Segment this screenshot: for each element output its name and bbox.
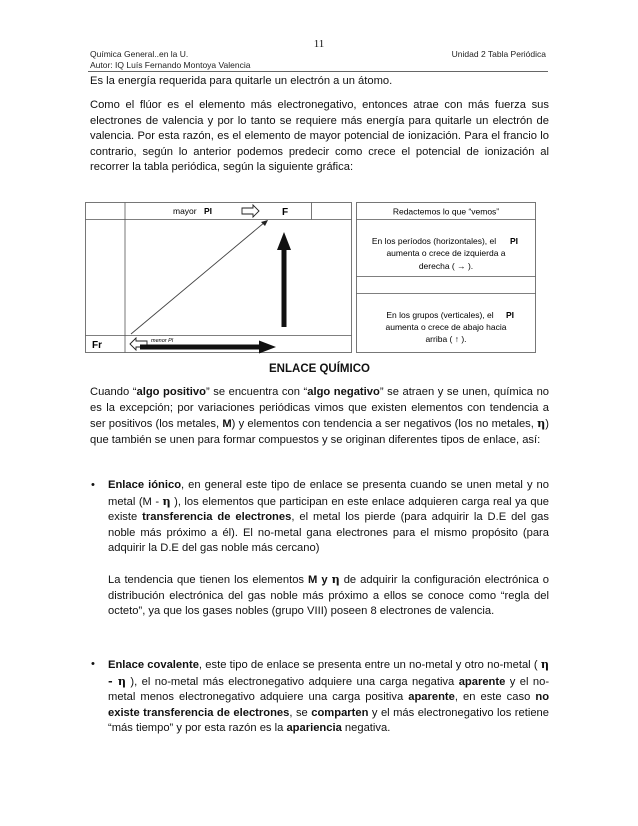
bottom-label: menor PI [151,338,174,344]
diagonal-arrowhead-icon [261,220,268,226]
header-unit: Unidad 2 Tabla Periódica [451,49,546,59]
periods-line-2: aumenta o crece de izquierda a [386,248,506,258]
diagram-left-box [86,203,352,353]
bullet-covalent: • [91,658,95,670]
groups-line-2: aumenta o crece de abajo hacia [385,322,507,332]
diagonal-trend-line [131,222,265,334]
element-francium: Fr [92,340,102,351]
ionic-text: Enlace iónico, en general este tipo de enlace se presenta cuando se unen metal y no metal (M - η ), los elementos que participan en este enlace adquieren carga real ya que existe transferencia de electrones, el metal los pierde (para adquirir la D.E del gas noble más próximo a él). El no-metal gana electrones para el mismo propósito (para adquirir la D.E del gas noble más cercano) [108,479,550,555]
top-label-pi: PI [204,206,213,216]
covalent-text: Enlace covalente, este tipo de enlace se presenta entre un no-metal y otro no-metal ( η - η ), el no-metal más electronegativo adquiere una carga negativa aparente y el no-metal menos electronegativo adquiere una carga positiva aparente, en este caso no existe transferencia de electrones, se comparten y el más electronegativo los retiene “más tiempo” y por esta razón es la apariencia negativa. [108,657,550,735]
intro-sentence: Es la energía requerida para quitarle un electrón a un átomo. [90,75,393,87]
header-course: Química General..en la U. [90,49,189,59]
right-hollow-arrow-icon [242,205,259,217]
up-bold-arrow-icon [277,232,291,327]
list-item-ionic [91,478,550,620]
periods-line-3: derecha ( → ). [418,261,474,271]
element-fluorine: F [282,207,289,218]
groups-pi: PI [506,310,515,320]
ionization-diagram [85,200,550,355]
paragraph-bonding-text: Cuando “algo positivo” se encuentra con “algo negativo” se atraen y se unen, química no es la excepción; por variaciones periódicas vimos que existen elementos con tendencia a ser positivos (los metales, M) y elementos con tendencia a ser negativos (los no metales, η) que también se unen para formar compuestos y se originan diferentes tipos de enlace, así: [90,386,550,446]
top-label-prefix: mayor [173,206,197,216]
bullet-ionic: • [91,479,95,491]
paragraph-bonding [90,385,549,448]
header-divider [88,71,548,72]
page-number: 11 [313,38,325,50]
panel-title: Redactemos lo que “vemos” [392,206,500,217]
header-author: Autor: IQ Luís Fernando Montoya Valencia [90,60,251,70]
paragraph-ionization [90,98,549,176]
periods-pi: PI [510,236,519,246]
paragraph-ionization-text: Como el flúor es el elemento más electronegativo, entonces atrae con más fuerza sus electrones de valencia y por lo tanto se requiere más energía para quitarle un electrón de valencia. Por esta razón, es el elemento de mayor potencial de ionización. Para el francio lo contrario, según lo anterior podemos predecir como crece el potencial de ionización al recorrer la tabla periódica, según la siguiente gráfica: [90,99,549,174]
intro-text [90,74,549,90]
octet-rule-text: La tendencia que tienen los elementos M y η de adquirir la configuración electrónica o distribución electrónica del gas noble más próximo a ellos se conoce como “regla del octeto”, ya que los gases nobles (grupo VIII) poseen 8 electrones de valencia. [108,571,550,618]
section-title: ENLACE QUÍMICO [269,363,370,375]
list-item-covalent [91,657,550,737]
groups-line-3: arriba ( ↑ ). [425,334,467,344]
groups-line-1: En los grupos (verticales), el [386,310,494,320]
periods-line-1: En los períodos (horizontales), el [371,236,497,246]
